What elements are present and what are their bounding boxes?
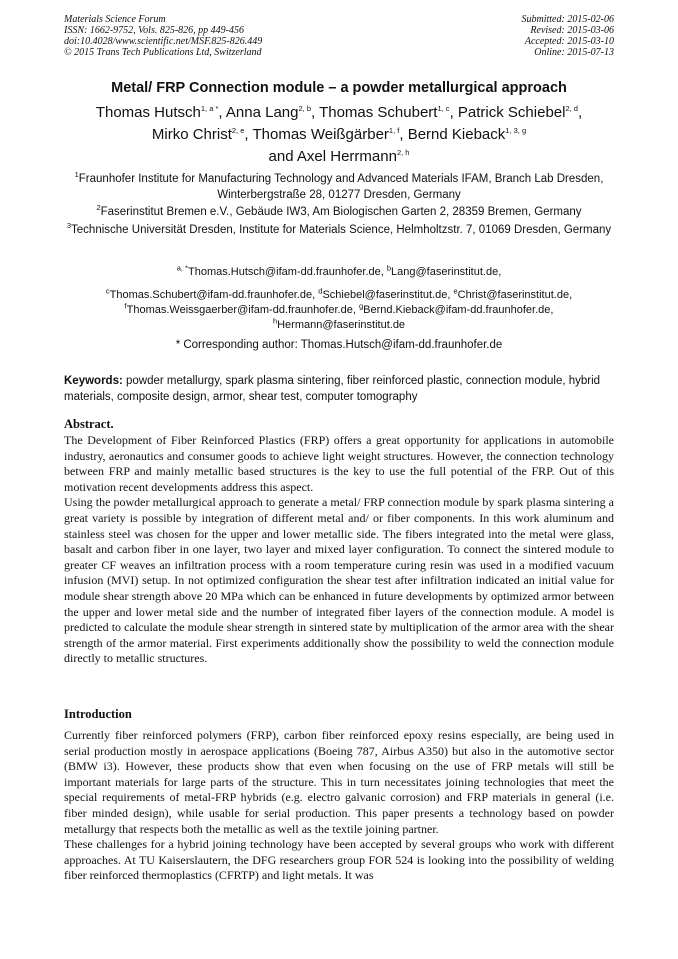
- author-sep: ,: [311, 104, 320, 121]
- email-sup: d: [318, 286, 323, 296]
- email-line-3: [64, 303, 614, 318]
- author-sep: ,: [244, 126, 253, 143]
- submitted-date: Submitted: 2015-02-06: [521, 14, 614, 25]
- author-name: Patrick Schiebel: [457, 104, 566, 121]
- affil-text: Technische Universität Dresden, Institute for Materials Science, Helmholtzstr. 7, 01069 Dresden, Germany: [71, 223, 612, 236]
- corresponding-author: * Corresponding author: Thomas.Hutsch@ifam-dd.fraunhofer.de: [175, 339, 503, 351]
- paper-title: Metal/ FRP Connection module – a powder metallurgical approach: [111, 80, 567, 96]
- email-gap: [64, 280, 614, 288]
- author-name: Thomas Schubert: [319, 104, 438, 121]
- issn-line: ISSN: 1662-9752, Vols. 825-826, pp 449-456: [64, 25, 244, 36]
- email-line-1: [64, 265, 614, 280]
- affil-text: Fraunhofer Institute for Manufacturing Technology and Advanced Materials IFAM, Branch Lab Dresden, Winterbergstraße 28, 01277 Dresden, Germany: [78, 173, 604, 201]
- copyright-line: © 2015 Trans Tech Publications Ltd, Switzerland: [64, 47, 262, 58]
- author-list: [40, 102, 638, 168]
- email-g[interactable]: Bernd.Kieback@ifam-dd.fraunhofer.de,: [363, 304, 554, 316]
- author-name: Mirko Christ: [151, 126, 232, 143]
- email-a[interactable]: Thomas.Hutsch@ifam-dd.fraunhofer.de,: [187, 266, 387, 278]
- doi-line[interactable]: doi:10.4028/www.scientific.net/MSF.825-826.449: [64, 36, 263, 47]
- author-sep: ,: [449, 104, 458, 121]
- email-sup: a, *: [176, 263, 188, 273]
- author-sep: ,: [577, 104, 583, 121]
- author-sup: 2, h: [396, 148, 410, 157]
- affiliation-1: [64, 172, 614, 203]
- author-line-3: [40, 146, 638, 168]
- affil-sup: 3: [66, 220, 72, 230]
- author-name: Thomas Weißgärber: [252, 126, 389, 143]
- email-sup: g: [358, 301, 364, 311]
- introduction-body: [64, 728, 614, 884]
- abstract-heading: Abstract.: [64, 417, 114, 431]
- email-h[interactable]: Hermann@faserinstitut.de: [277, 319, 406, 331]
- accepted-date: Accepted: 2015-03-10: [524, 36, 614, 47]
- author-name: Bernd Kieback: [407, 126, 506, 143]
- keywords-label: Keywords:: [64, 375, 123, 387]
- email-sup: f: [124, 301, 127, 311]
- affil-sup: 2: [96, 203, 101, 213]
- email-b[interactable]: Lang@faserinstitut.de,: [391, 266, 502, 278]
- dates-info: [522, 14, 615, 58]
- affiliation-3: [64, 220, 614, 239]
- author-name: Anna Lang: [225, 104, 299, 121]
- author-sup: 2, d: [565, 104, 578, 113]
- author-sup: 1, c: [437, 104, 450, 113]
- affiliations: [64, 172, 614, 240]
- email-d[interactable]: Schiebel@faserinstitut.de,: [322, 289, 454, 301]
- email-c[interactable]: Thomas.Schubert@ifam-dd.fraunhofer.de,: [109, 289, 319, 301]
- email-sup: e: [453, 286, 458, 296]
- author-line-2: [40, 124, 638, 146]
- email-e[interactable]: Christ@faserinstitut.de,: [457, 289, 573, 301]
- email-f[interactable]: Thomas.Weissgaerber@ifam-dd.fraunhofer.de,: [126, 304, 359, 316]
- author-line-1: [40, 102, 638, 124]
- author-sep: ,: [399, 126, 408, 143]
- keywords: [64, 374, 614, 405]
- author-sup: 1, a *: [200, 104, 219, 113]
- abstract-paragraph: The Development of Fiber Reinforced Plastics (FRP) offers a great opportunity for applications in automobile industry, aeronautics and consumer goods to achieve light weight structures. However, the connection technology between FRP and mainly metallic based structures is the key to use the full potential of the FRP. Out of this motivation recent developments address this aspect.: [64, 433, 614, 494]
- author-sup: 1, 3, g: [505, 126, 527, 135]
- abstract-body: [64, 433, 614, 667]
- affil-text: Faserinstitut Bremen e.V., Gebäude IW3, Am Biologischen Garten 2, 28359 Bremen, Germany: [100, 206, 582, 218]
- abstract-paragraph: Using the powder metallurgical approach to generate a metal/ FRP connection module by spark plasma sintering a great variety is possible by integration of different metal and/ or fiber components. In this work aluminum and stainless steel was chosen for the upper and lower metallic side. The fibers integrated into the metal were glass, basalt and carbon fiber in one layer, two layer and mixed layer configuration. To connect the sintered module to greater CF weaves an infiltration process with a room temperature curing resin was used in a modified vacuum infusion (MVI) setup. In not optimized configuration the shear test after infiltration indicated an initial value for module shear strength above 20 MPa which can be enhanced in future developments by optimized armor between the upper and lower metal side and the number of integrated fiber layers of the connection module. A model is predicted to calculate the module shear strength in sintered state by multiplication of the armor area with the shear strength of the armor material. First experiments additionally show the possibility to weld the connection module directly to metallic structures.: [64, 495, 614, 666]
- intro-paragraph: Currently fiber reinforced polymers (FRP), carbon fiber reinforced epoxy resins especially, are being used in serial production mostly in aerospace applications (Boeing 787, Airbus A350) but also in the automotive sector (BMW i3). However, these products show that even when focusing on the use of FRP metals will still be important materials for large parts of the structure. This in turn necessitates joining technologies that meet the special requirements of metal-FRP hybrids (e.g. electro galvanic corrosion) and FRP materials in general (i.e. fiber minded design), while usable for serial production. This paper presents a technology based on powder metallurgy that respects both the metallic as well as the textile joining partner.: [64, 728, 614, 836]
- email-line-4: [64, 318, 614, 333]
- author-sup: 1, f: [388, 126, 400, 135]
- author-sep: ,: [218, 104, 226, 121]
- journal-info: [64, 14, 262, 58]
- intro-paragraph: These challenges for a hybrid joining technology have been accepted by several groups who work with different approaches. At TU Kaiserslautern, the DFG researchers group FOR 524 is looking into the possibility of welding fiber reinforced thermoplastics (CFRTP) and light metals. It was: [64, 837, 614, 883]
- email-sup: h: [272, 316, 278, 326]
- email-list: [64, 265, 614, 333]
- journal-name: Materials Science Forum: [64, 14, 166, 25]
- revised-date: Revised: 2015-03-06: [530, 25, 614, 36]
- affil-sup: 1: [74, 170, 79, 180]
- email-line-2: [64, 288, 614, 303]
- email-sup: c: [105, 286, 110, 296]
- affiliation-2: [64, 205, 614, 221]
- author-sup: 2, e: [231, 126, 245, 135]
- online-date: Online: 2015-07-13: [534, 47, 614, 58]
- email-sup: b: [386, 263, 392, 273]
- author-name: Thomas Hutsch: [95, 104, 201, 121]
- introduction-heading: Introduction: [64, 707, 132, 721]
- author-name: and Axel Herrmann: [268, 148, 397, 165]
- author-sup: 2, b: [298, 104, 311, 113]
- keywords-text: powder metallurgy, spark plasma sintering, fiber reinforced plastic, connection module, hybrid materials, composite design, armor, shear test, computer tomography: [64, 375, 601, 403]
